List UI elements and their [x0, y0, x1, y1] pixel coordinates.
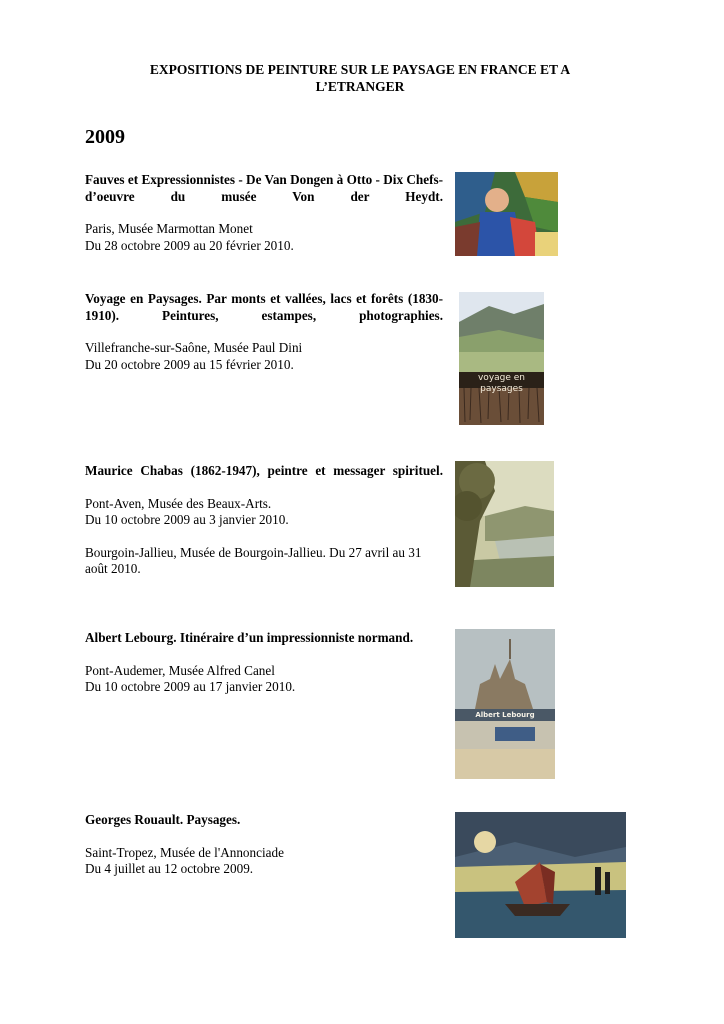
albert-lebourg-poster-image — [455, 629, 555, 779]
exhibition-dates: Du 20 octobre 2009 au 15 février 2010. — [85, 356, 294, 372]
exhibition-venue: Pont-Aven, Musée des Beaux-Arts. — [85, 495, 272, 511]
exhibition-venue: Villefranche-sur-Saône, Musée Paul Dini — [85, 340, 303, 355]
exhibition-entry — [85, 463, 443, 578]
page-title — [100, 61, 620, 95]
exhibition-venue: Bourgoin-Jallieu, Musée de Bourgoin-Jallieu. Du 27 avril au 31 août 2010. — [85, 544, 422, 576]
rouault-painting-image — [455, 812, 626, 938]
poster-title: voyage en paysages — [477, 373, 526, 394]
voyage-en-paysages-poster-image — [459, 292, 544, 425]
exhibition-venue: Pont-Audemer, Musée Alfred Canel — [85, 662, 275, 678]
exhibition-entry — [85, 291, 443, 373]
exhibition-entry — [85, 812, 443, 878]
exhibition-title: Maurice Chabas (1862-1947), peintre et messager spirituel. — [85, 463, 443, 478]
exhibition-dates: Du 10 octobre 2009 au 3 janvier 2010. — [85, 512, 289, 527]
exhibition-venue: Saint-Tropez, Musée de l'Annonciade — [85, 844, 284, 860]
page-title-line-1: EXPOSITIONS DE PEINTURE SUR LE PAYSAGE EN FRANCE ET A — [149, 62, 571, 77]
exhibition-dates: Du 28 octobre 2009 au 20 février 2010. — [85, 237, 294, 253]
exhibition-entry — [85, 630, 443, 696]
year-heading: 2009 — [85, 126, 125, 148]
exhibition-venue: Paris, Musée Marmottan Monet — [85, 221, 253, 236]
chabas-landscape-image — [455, 461, 554, 587]
page-title-line-2: L’ETRANGER — [315, 79, 405, 94]
exhibition-title: Voyage en Paysages. Par monts et vallées, lacs et forêts (1830-1910). Peintures, estampes, photographies. — [85, 291, 443, 323]
exhibition-title: Georges Rouault. Paysages. — [85, 812, 241, 827]
exhibition-title: Albert Lebourg. Itinéraire d’un impressionniste normand. — [85, 630, 414, 645]
exhibition-entry — [85, 172, 443, 254]
exhibition-title: Fauves et Expressionnistes - De Van Dongen à Otto - Dix Chefs-d’oeuvre du musée Von der Heydt. — [85, 172, 443, 204]
poster-title: Albert Lebourg — [475, 711, 535, 719]
exhibition-dates: Du 4 juillet au 12 octobre 2009. — [85, 861, 254, 876]
expressionist-painting-image — [455, 172, 558, 256]
exhibition-dates: Du 10 octobre 2009 au 17 janvier 2010. — [85, 679, 296, 694]
